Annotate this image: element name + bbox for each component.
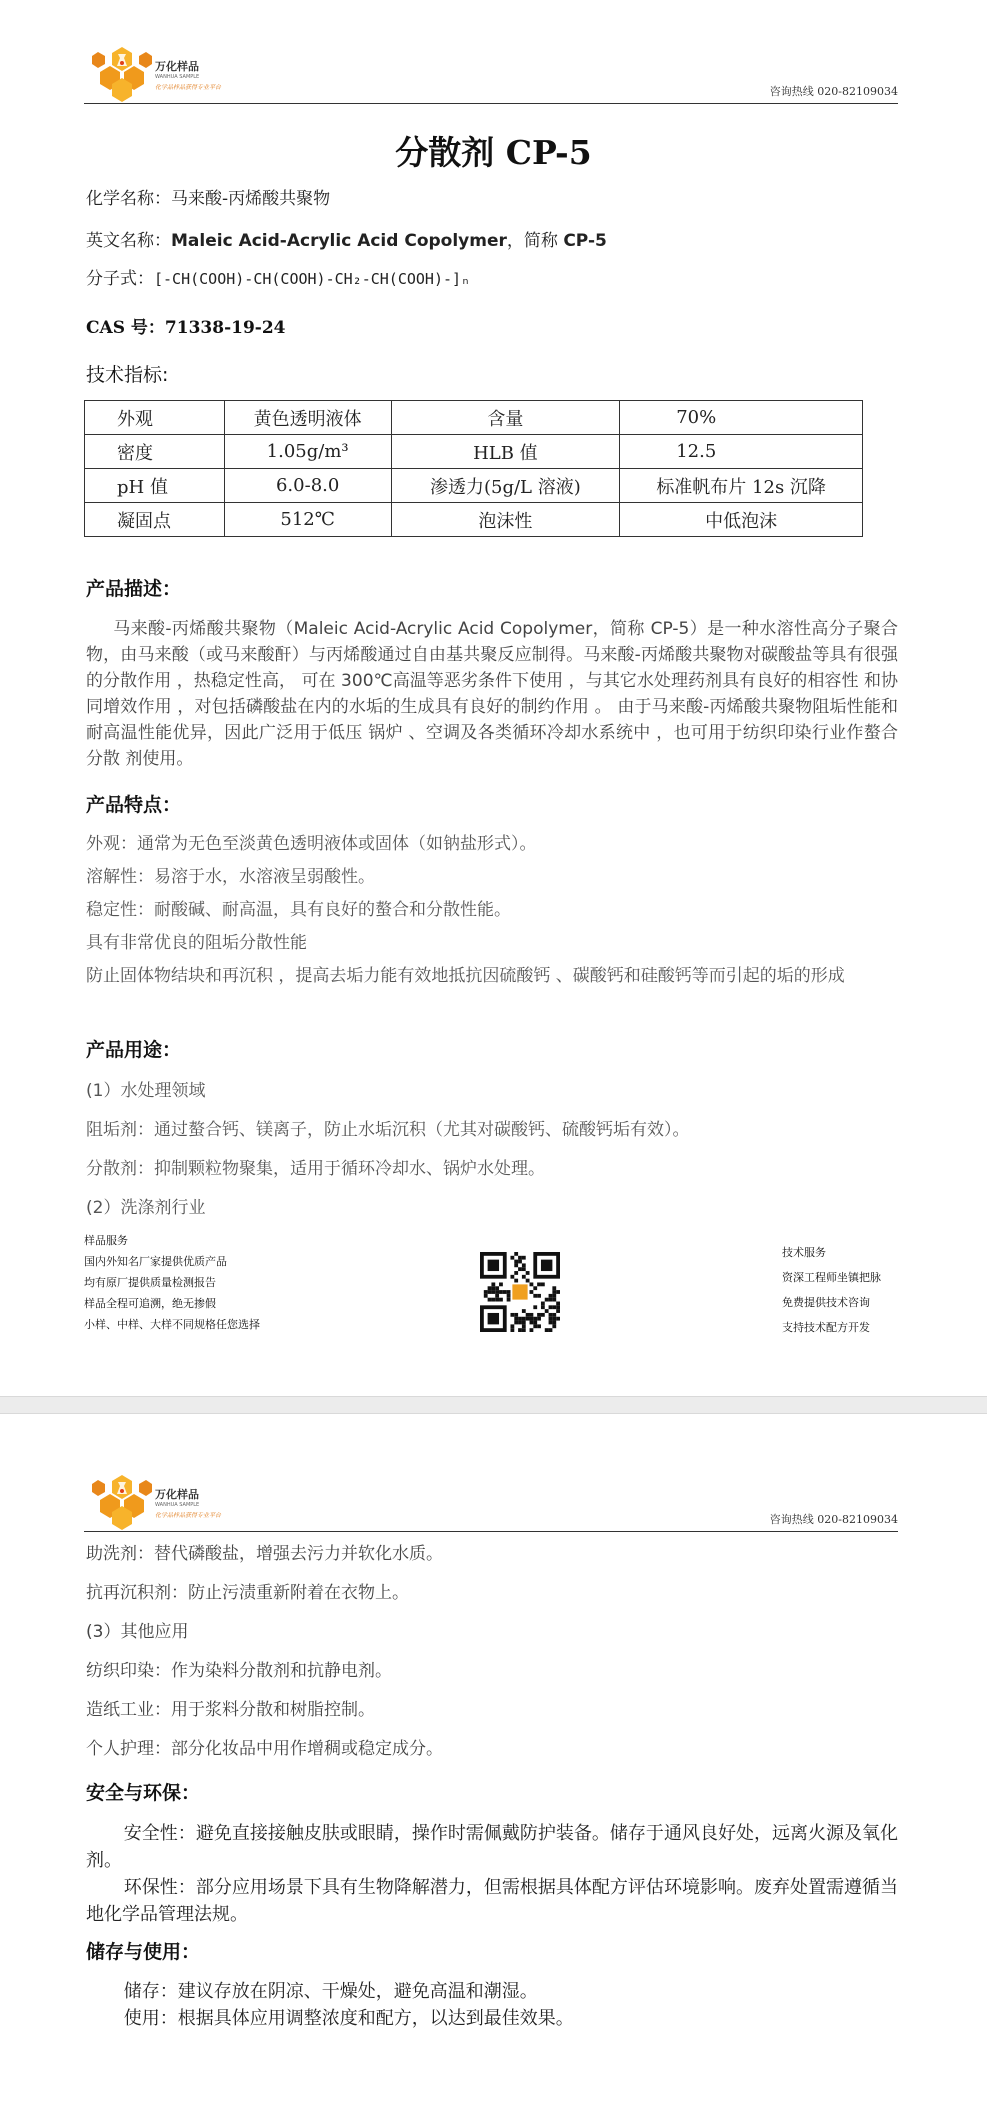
page-header — [84, 44, 898, 104]
chemical-name — [86, 184, 330, 209]
feature-item: 溶解性：易溶于水，水溶液呈弱酸性。 — [86, 867, 375, 887]
use-item: (2）洗涤剂行业 — [86, 1198, 206, 1218]
section-uses-heading: 产品用途： — [86, 1039, 182, 1061]
english-short-value: CP-5 — [563, 231, 607, 251]
spec-table — [84, 400, 863, 537]
hexagon-logo-icon — [92, 1472, 152, 1530]
section-storage-heading: 储存与使用： — [86, 1941, 201, 1963]
spec-row — [85, 469, 863, 503]
page-title: 分散剂 CP-5 — [395, 133, 592, 172]
spec-label-cell: 泡沫性 — [391, 503, 620, 537]
cas-value: 71338-19-24 — [164, 318, 286, 338]
section-spec-heading: 技术指标: — [86, 364, 169, 386]
logo-subtitle: WANHUA SAMPLE — [155, 74, 200, 80]
spec-label-cell: 渗透力(5g/L 溶液) — [391, 469, 620, 503]
features-list — [86, 828, 898, 993]
footer-sample-service — [84, 1230, 260, 1335]
spec-value-cell: 1.05g/m³ — [224, 435, 391, 469]
formula-value: [-CH(COOH)-CH(COOH)-CH₂-CH(COOH)-]ₙ — [154, 270, 471, 288]
section-features-heading: 产品特点： — [86, 794, 182, 816]
page-footer — [84, 1230, 904, 1340]
logo-slogan: 化学品样品获得专业平台 — [155, 84, 222, 91]
footer-left-line: 均有原厂提供质量检测报告 — [84, 1276, 216, 1289]
use-item: (1）水处理领域 — [86, 1081, 206, 1101]
footer-right-line: 技术服务 — [782, 1246, 826, 1259]
english-name-value: Maleic Acid-Acrylic Acid Copolymer — [171, 231, 507, 251]
logo-subtitle: WANHUA SAMPLE — [155, 1502, 200, 1508]
spec-value-cell: 12.5 — [620, 435, 863, 469]
spec-value-cell: 标准帆布片 12s 沉降 — [620, 469, 863, 503]
hexagon-logo-icon — [92, 44, 152, 102]
english-short-label: ，简称 — [506, 231, 564, 251]
footer-left-line: 样品全程可追溯，绝无掺假 — [84, 1297, 216, 1310]
page-separator — [0, 1396, 987, 1414]
cas-label: CAS 号： — [86, 318, 165, 338]
page-header-2 — [84, 1472, 898, 1532]
hotline: 咨询热线 020-82109034 — [769, 85, 898, 98]
spec-value-cell: 70% — [620, 401, 863, 435]
use-item: 阻垢剂：通过螯合钙、镁离子，防止水垢沉积（尤其对碳酸钙、硫酸钙垢有效）。 — [86, 1120, 690, 1140]
hotline: 咨询热线 020-82109034 — [769, 1513, 898, 1526]
spec-row — [85, 401, 863, 435]
company-logo — [92, 44, 222, 100]
description-text: 马来酸-丙烯酸共聚物（Maleic Acid-Acrylic Acid Copolymer，简称 CP-5）是一种水溶性高分子聚合物，由马来酸（或马来酸酐）与丙烯酸通过自由基共聚反应制得。马来酸-丙烯酸共聚物对碳酸盐等具有很强的分散作用 ，热稳定性高， 可在 300℃高温等恶劣条件下使用 ，与其它水处理药剂具有良好的相容性 和协同增效作用 ，对包括磷酸盐在内的水垢的生成具有良好的制约作用 。 由于马来酸-丙烯酸共聚物阻垢性能和耐高温性能优异，因此广泛用于低压 锅炉 、空调及各类循环冷却水系统中 ，也可用于纺织印染行业作螯合分散 剂使用。 — [86, 619, 898, 769]
logo-name: 万化样品 — [155, 1488, 199, 1501]
company-logo-2 — [92, 1472, 222, 1528]
product-description — [86, 616, 898, 772]
footer-right-line: 免费提供技术咨询 — [782, 1296, 870, 1309]
feature-item: 外观：通常为无色至淡黄色透明液体或固体（如钠盐形式）。 — [86, 834, 537, 854]
feature-item: 防止固体物结块和再沉积 ，提高去垢力能有效地抵抗因硫酸钙 、碳酸钙和硅酸钙等而引起的垢的形成 — [86, 966, 845, 986]
spec-label-cell: HLB 值 — [391, 435, 620, 469]
footer-left-line: 国内外知名厂家提供优质产品 — [84, 1255, 227, 1268]
spec-label-cell: pH 值 — [85, 469, 225, 503]
safety-paragraph: 安全性：避免直接接触皮肤或眼睛，操作时需佩戴防护装备。储存于通风良好处，远离火源及氧化剂。 — [86, 1823, 898, 1871]
spec-value-cell: 中低泡沫 — [620, 503, 863, 537]
section-safety-heading: 安全与环保： — [86, 1782, 201, 1804]
cas-number — [86, 313, 286, 338]
spec-label-cell: 凝固点 — [85, 503, 225, 537]
document-page-2 — [0, 1414, 987, 2112]
spec-value-cell: 6.0-8.0 — [224, 469, 391, 503]
feature-item: 稳定性：耐酸碱、耐高温，具有良好的螯合和分散性能。 — [86, 900, 511, 920]
spec-row — [85, 435, 863, 469]
spec-label-cell: 含量 — [391, 401, 620, 435]
uses-list-page2 — [86, 1535, 898, 1769]
safety-section — [86, 1820, 898, 1928]
molecular-formula — [86, 264, 470, 289]
spec-label-cell: 外观 — [85, 401, 225, 435]
storage-paragraph: 储存：建议存放在阴凉、干燥处，避免高温和潮湿。 — [123, 1981, 538, 2002]
storage-paragraph: 使用：根据具体应用调整浓度和配方，以达到最佳效果。 — [123, 2008, 574, 2029]
footer-left-line: 小样、中样、大样不同规格任您选择 — [84, 1318, 260, 1331]
spec-value-cell: 512℃ — [224, 503, 391, 537]
chemical-name-value: 马来酸-丙烯酸共聚物 — [171, 189, 331, 209]
use-item: 助洗剂：替代磷酸盐，增强去污力并软化水质。 — [86, 1544, 443, 1564]
footer-right-line: 资深工程师坐镇把脉 — [782, 1271, 881, 1284]
footer-left-line: 样品服务 — [84, 1234, 128, 1247]
use-item: 纺织印染：作为染料分散剂和抗静电剂。 — [86, 1661, 392, 1681]
spec-label-cell: 密度 — [85, 435, 225, 469]
english-name-label: 英文名称： — [86, 231, 171, 251]
chemical-name-label: 化学名称： — [86, 189, 171, 209]
storage-section — [86, 1978, 898, 2032]
logo-name: 万化样品 — [155, 60, 199, 73]
feature-item: 具有非常优良的阻垢分散性能 — [86, 933, 307, 953]
logo-slogan: 化学品样品获得专业平台 — [155, 1512, 222, 1519]
footer-right-line: 支持技术配方开发 — [782, 1321, 870, 1334]
formula-label: 分子式： — [86, 269, 154, 289]
qr-code-icon — [480, 1252, 560, 1332]
english-name — [86, 226, 607, 251]
use-item: 分散剂：抑制颗粒物聚集，适用于循环冷却水、锅炉水处理。 — [86, 1159, 545, 1179]
spec-value-cell: 黄色透明液体 — [224, 401, 391, 435]
footer-tech-service — [782, 1240, 881, 1340]
spec-row — [85, 503, 863, 537]
use-item: 抗再沉积剂：防止污渍重新附着在衣物上。 — [86, 1583, 409, 1603]
uses-list-page1 — [86, 1072, 898, 1228]
use-item: 个人护理：部分化妆品中用作增稠或稳定成分。 — [86, 1739, 443, 1759]
use-item: (3）其他应用 — [86, 1622, 189, 1642]
safety-paragraph: 环保性：部分应用场景下具有生物降解潜力，但需根据具体配方评估环境影响。废弃处置需遵循当地化学品管理法规。 — [86, 1877, 898, 1925]
use-item: 造纸工业：用于浆料分散和树脂控制。 — [86, 1700, 375, 1720]
section-description-heading: 产品描述： — [86, 578, 182, 600]
